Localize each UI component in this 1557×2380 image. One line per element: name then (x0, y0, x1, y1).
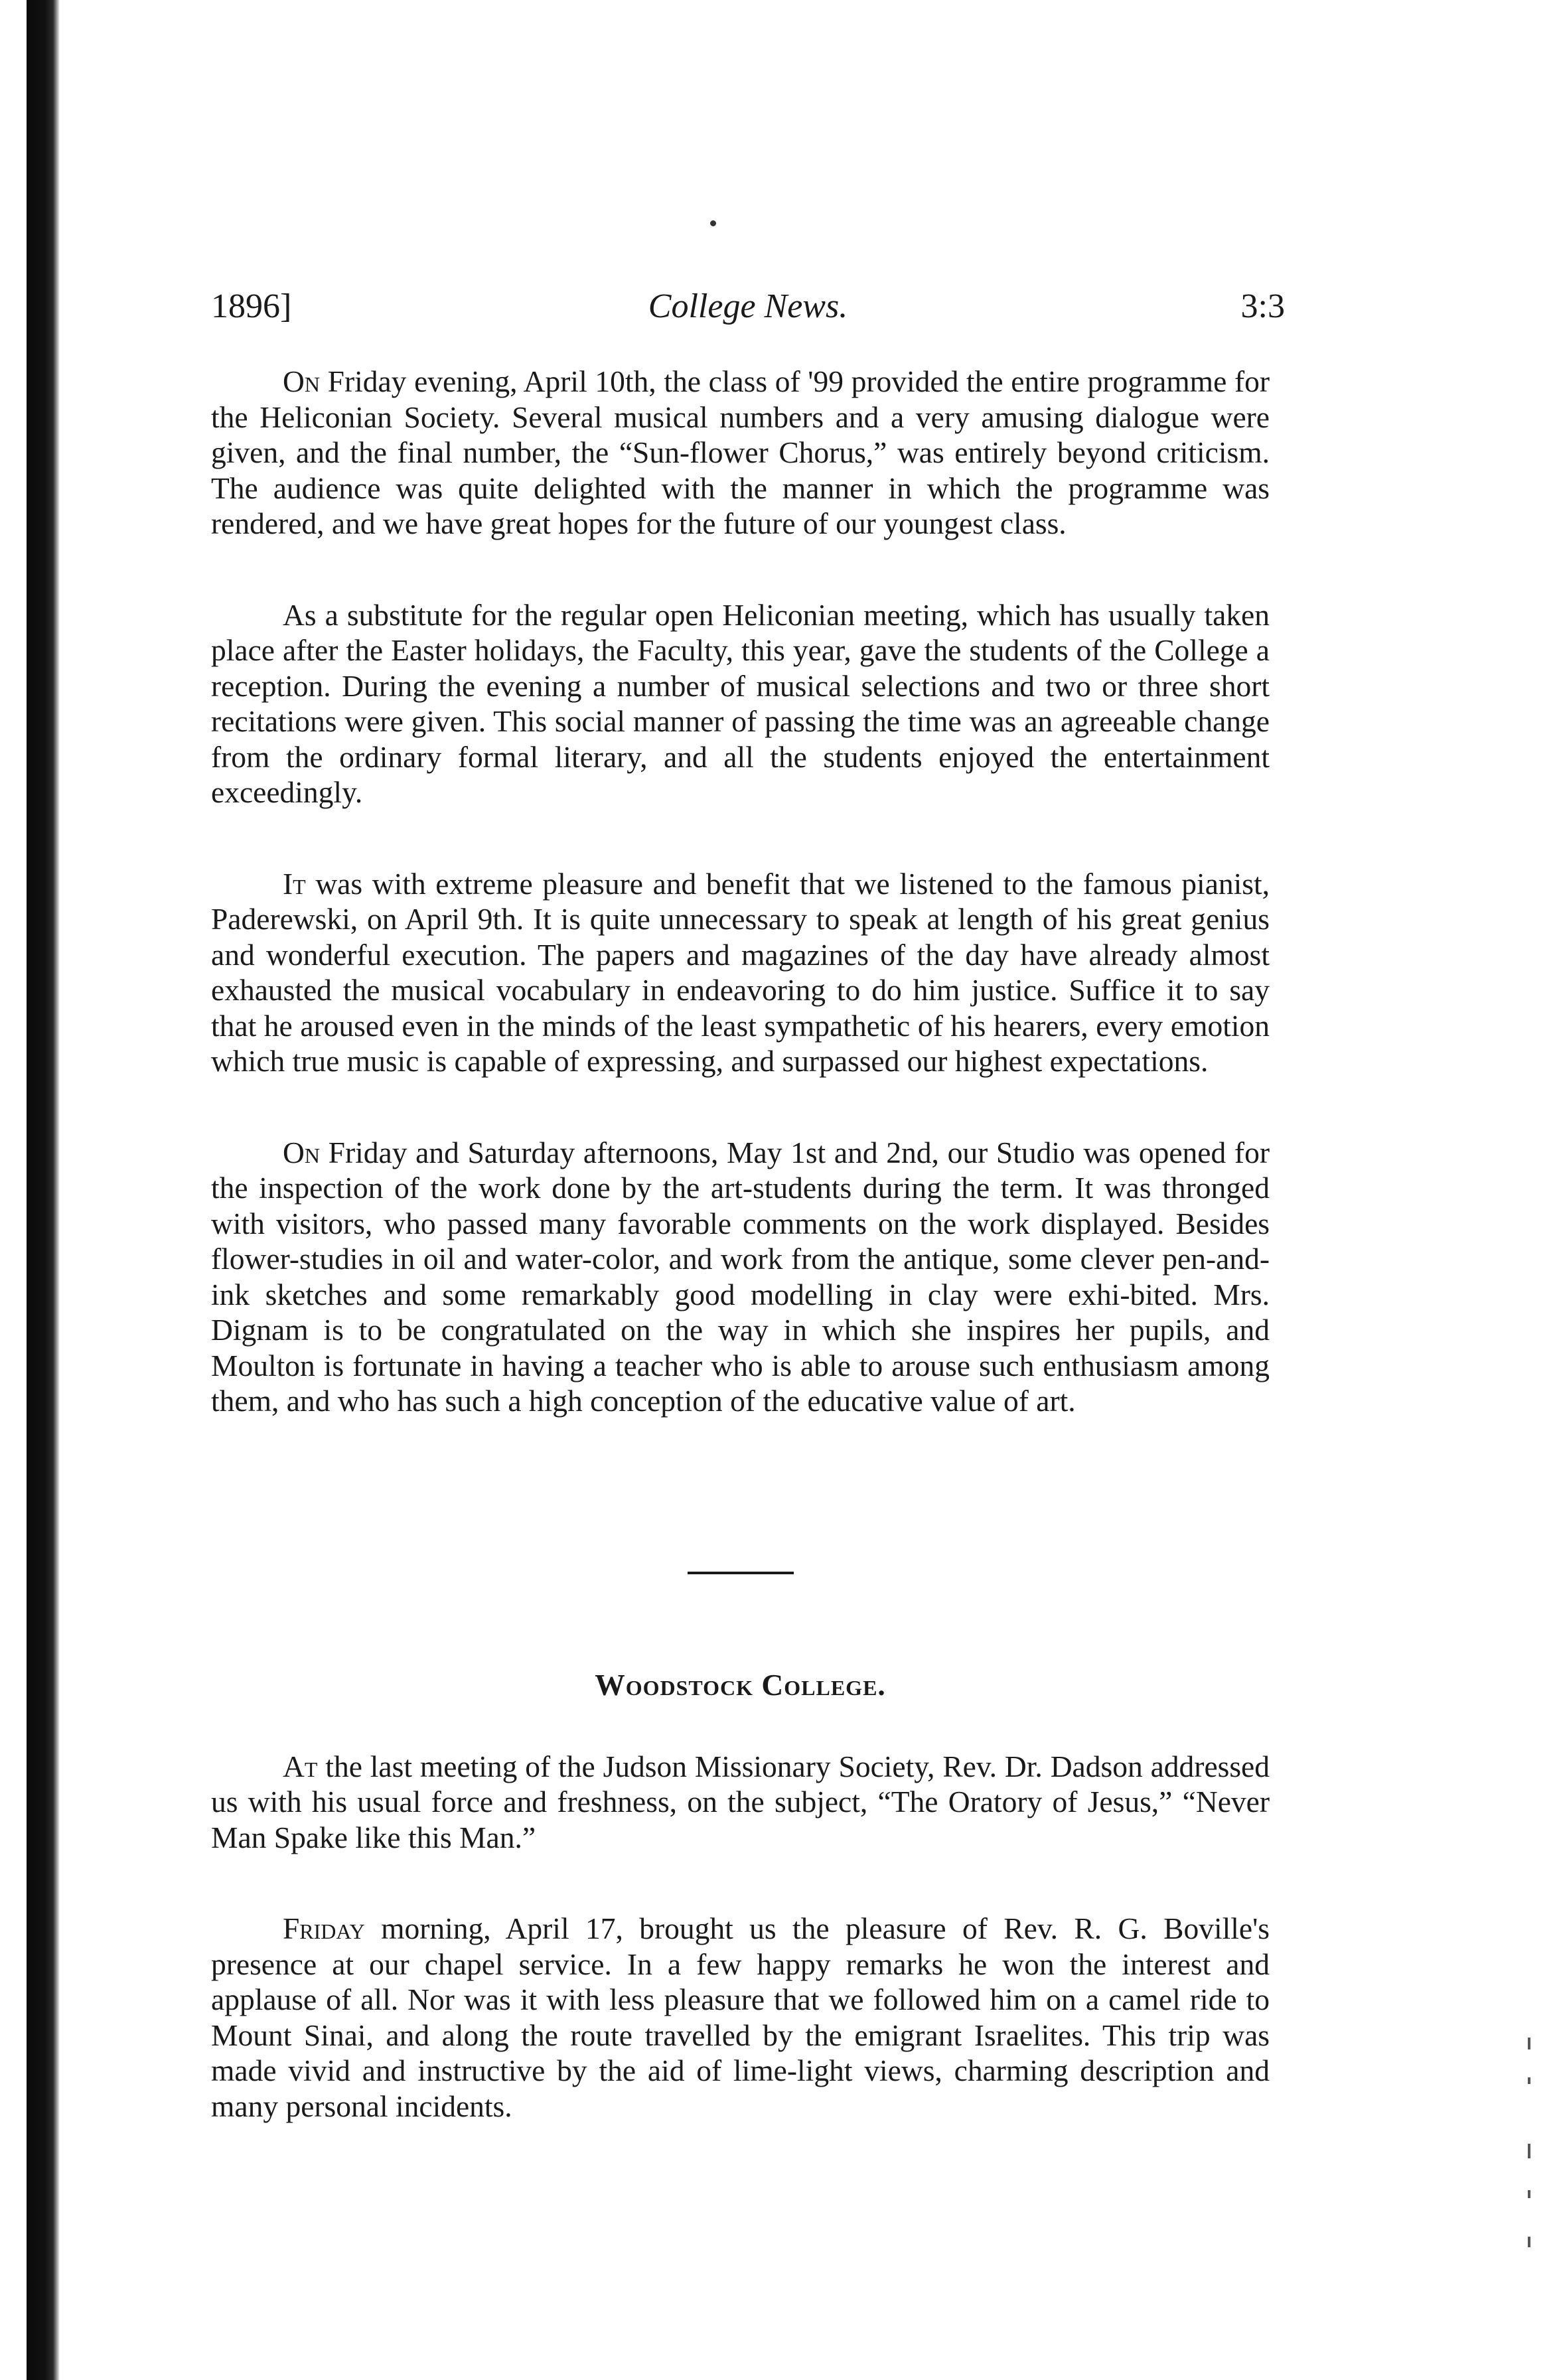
paragraph-heliconian-class-99 (211, 364, 1270, 542)
paragraph-text: the last meeting of the Judson Missionary Society, Rev. Dr. Dadson addressed us with his usual force and freshness, on the subject, “The Oratory of Jesus,” “Never Man Spake like this Man.” (211, 1749, 1270, 1854)
paragraph-lead-word: At (283, 1749, 318, 1783)
paragraph-lead-word: On (283, 364, 320, 398)
paragraph-paderewski (211, 866, 1270, 1079)
section-heading-woodstock: Woodstock College. (595, 1667, 886, 1702)
ink-speck (710, 220, 716, 226)
margin-speck (1528, 2237, 1530, 2247)
running-head-title: College News. (648, 287, 848, 325)
paragraph-text: was with extreme pleasure and benefit that we listened to the famous pianist, Paderewski, on April 9th. It is quite unnecessary to speak at length of his great genius and wonderful execution. The papers and magazines of the day have already almost exhausted the musical vocabulary in endeavoring to do him justice. Suffice it to say that he aroused even in the minds of the least sympathetic of his hearers, every emotion which true music is capable of expressing, and surpassed our highest expectations. (211, 866, 1270, 1078)
paragraph-lead-word: Friday (283, 1911, 365, 1945)
running-head-year: 1896] (211, 287, 292, 325)
paragraph-faculty-reception (211, 597, 1270, 810)
paragraph-lead-word: On (283, 1135, 320, 1169)
margin-speck (1528, 2038, 1530, 2049)
running-head (211, 287, 1285, 340)
margin-speck (1528, 2190, 1530, 2198)
paragraph-text: Friday and Saturday afternoons, May 1st and 2nd, our Studio was opened for the inspection of the work done by the art-students during the term. It was thronged with visitors, who passed many favorable comments on the work displayed. Besides flower-studies in oil and water-color, and work from the antique, some clever pen-and-ink sketches and some remarkably good modelling in clay were exhi-bited. Mrs. Dignam is to be congratulated on the way in which she inspires her pupils, and Moulton is fortunate in having a teacher who is able to arouse such enthusiasm among them, and who has such a high conception of the educative value of art. (211, 1135, 1270, 1418)
page-body (211, 364, 1270, 2124)
book-binding-edge (27, 0, 60, 2380)
paragraph-text: morning, April 17, brought us the pleasure of Rev. R. G. Boville's presence at our chapel service. In a few happy remarks he won the interest and applause of all. Nor was it with less pleasure that we followed him on a camel ride to Mount Sinai, and along the route travelled by the emigrant Israelites. This trip was made vivid and instructive by the aid of lime-light views, charming description and many personal incidents. (211, 1911, 1270, 2123)
paragraph-lead-word: It (283, 866, 306, 901)
section-divider-rule (688, 1572, 794, 1574)
margin-speck (1528, 2144, 1530, 2158)
paragraph-studio-exhibition (211, 1135, 1270, 1419)
page-number: 3:3 (1240, 287, 1285, 325)
paragraph-judson-society (211, 1749, 1270, 1856)
paragraph-text: As a substitute for the regular open Heliconian meeting, which has usually taken place after the Easter holidays, the Faculty, this year, gave the students of the College a reception. During the evening a number of musical selections and two or three short recitations were given. This social manner of passing the time was an agreeable change from the ordinary formal literary, and all the students enjoyed the entertainment exceedingly. (211, 597, 1270, 809)
paragraph-text: Friday evening, April 10th, the class of '99 provided the entire programme for the Heliconian Society. Several musical numbers and a very amusing dialogue were given, and the final number, the “Sun-flower Chorus,” was entirely beyond criticism. The audience was quite delighted with the manner in which the programme was rendered, and we have great hopes for the future of our youngest class. (211, 364, 1270, 540)
margin-speck (1528, 2077, 1530, 2084)
paragraph-boville-visit (211, 1911, 1270, 2124)
